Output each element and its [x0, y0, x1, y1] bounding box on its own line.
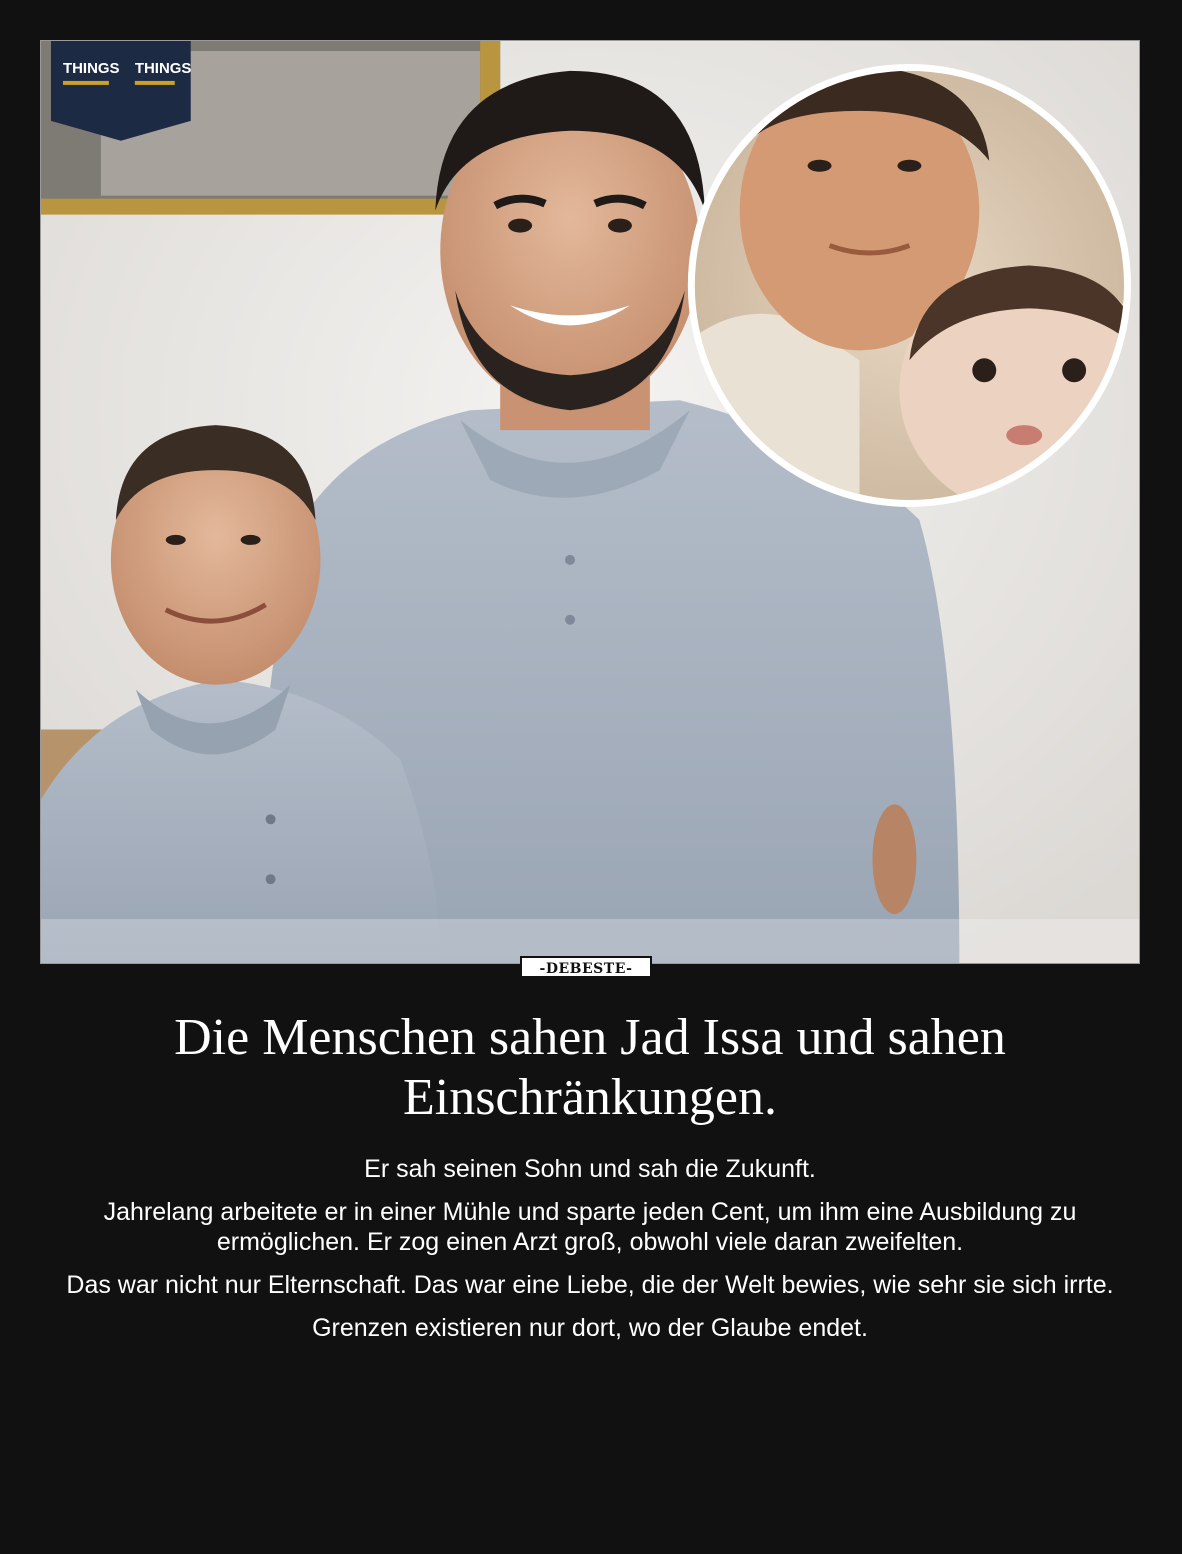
photo-illustration	[41, 41, 1139, 963]
caption-paragraph: Grenzen existieren nur dort, wo der Glaube endet.	[312, 1314, 868, 1342]
caption-paragraph: Er sah seinen Sohn und sah die Zukunft.	[364, 1155, 816, 1183]
things-logo	[51, 41, 191, 141]
logo-right-text: THINGS	[134, 59, 192, 77]
caption-body	[60, 1154, 1120, 1356]
caption-paragraph: Jahrelang arbeitete er in einer Mühle und sparte jeden Cent, um ihm eine Ausbildung zu ermöglichen. Er zog einen Arzt groß, obwohl viele daran zweifelten.	[103, 1198, 1077, 1256]
debeste-watermark: -DEBESTE-	[520, 956, 652, 978]
wall-picture-frame	[41, 199, 500, 215]
caption-paragraph: Das war nicht nur Elternschaft. Das war eine Liebe, die der Welt bewies, wie sehr sie sich irrte.	[66, 1271, 1114, 1299]
main-photo	[40, 40, 1140, 964]
headline: Die Menschen sahen Jad Issa und sahen Einschränkungen.	[174, 1009, 1006, 1126]
logo-left-text: THINGS	[62, 59, 120, 77]
